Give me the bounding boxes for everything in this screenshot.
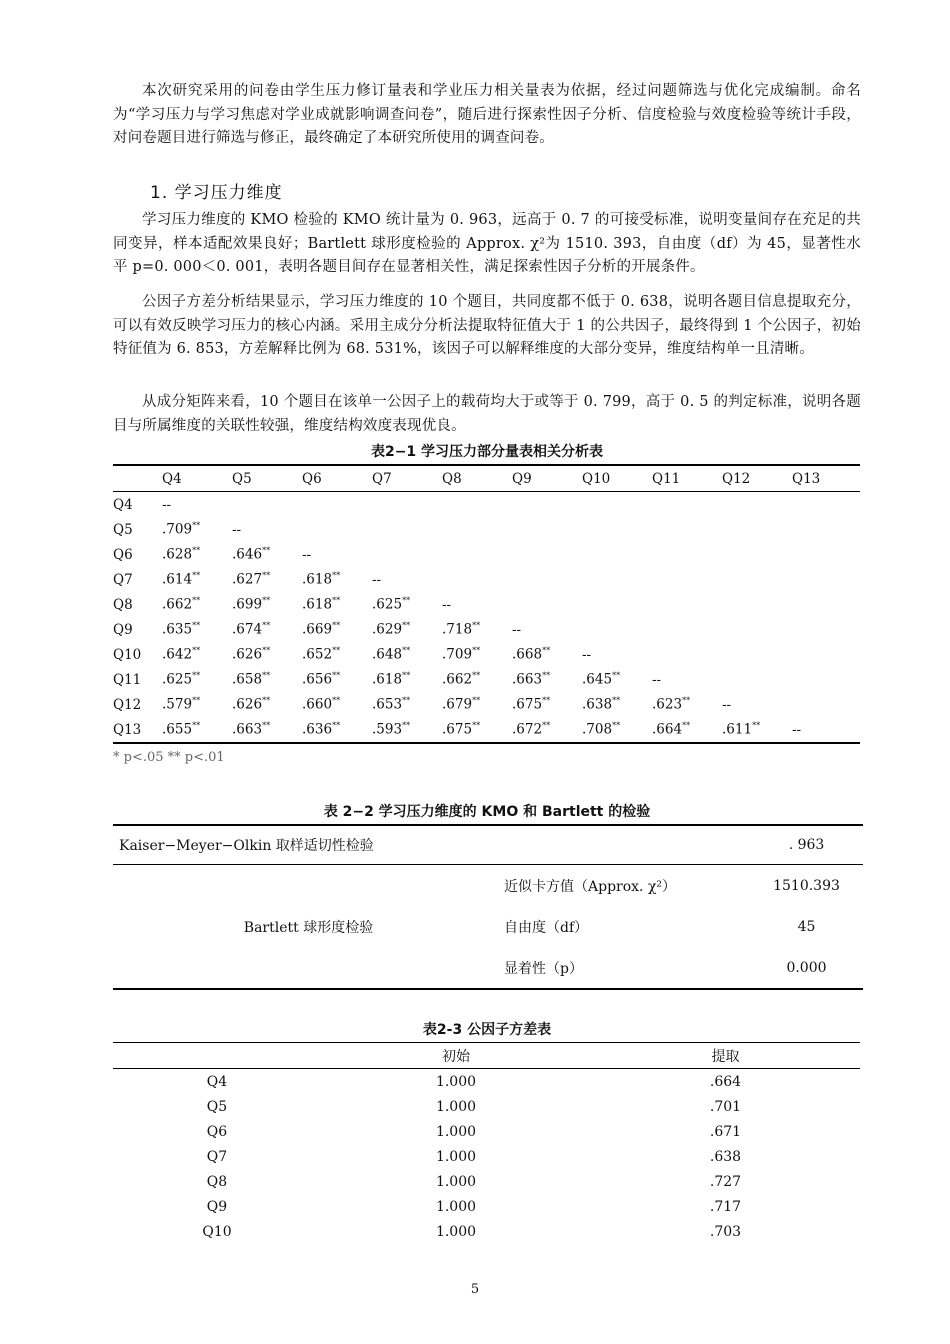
table-row — [113, 1194, 860, 1219]
table-cell — [652, 492, 722, 518]
cell-value: .646 — [232, 546, 263, 563]
significance-mark: ** — [192, 646, 201, 656]
significance-mark: ** — [332, 721, 341, 731]
table-cell — [512, 717, 582, 743]
cell-value: .669 — [302, 621, 333, 638]
table-cell — [372, 592, 442, 617]
table-cell: 1.000 — [435, 1223, 477, 1240]
paragraph-intro: 本次研究采用的问卷由学生压力修订量表和学业压力相关量表为依据，经过问题筛选与优化完成编制。命名为“学习压力与学习焦虑对学业成就影响调查问卷”，随后进行探索性因子分析、信度检验与效度检验等统计手段，对问卷题目进行筛选与修正，最终确定了本研究所使用的调查问卷。 — [113, 83, 861, 146]
significance-mark: ** — [472, 721, 481, 731]
table-cell — [722, 492, 792, 518]
table-cell — [722, 592, 792, 617]
significance-mark: ** — [192, 596, 201, 606]
table-cell — [582, 592, 652, 617]
cell-value: .611 — [722, 721, 753, 738]
table-cell — [442, 567, 512, 592]
table-row — [113, 825, 863, 865]
table-cell — [442, 492, 512, 518]
cell-value: .660 — [302, 696, 333, 713]
table1-caption: 表2−1 学习压力部分量表相关分析表 — [370, 444, 604, 460]
table-row — [113, 1169, 860, 1194]
table-cell — [512, 567, 582, 592]
table-row — [113, 517, 860, 542]
significance-mark: ** — [332, 696, 341, 706]
cell-value: .672 — [512, 721, 543, 738]
significance-mark: ** — [402, 596, 411, 606]
significance-mark: ** — [262, 696, 271, 706]
table-cell — [512, 692, 582, 717]
table-cell — [302, 592, 372, 617]
table-cell — [442, 617, 512, 642]
table-cell — [162, 592, 232, 617]
significance-mark: ** — [192, 721, 201, 731]
significance-mark: ** — [612, 721, 621, 731]
table-cell — [442, 642, 512, 667]
table-cell — [722, 567, 792, 592]
table-cell — [652, 667, 722, 692]
significance-mark: ** — [752, 721, 761, 731]
table-cell — [302, 692, 372, 717]
table-cell — [792, 717, 860, 743]
significance-mark: ** — [332, 646, 341, 656]
row-label: Q11 — [113, 671, 142, 688]
table-cell — [302, 617, 372, 642]
table-cell — [232, 692, 302, 717]
table-cell — [652, 567, 722, 592]
significance-mark: ** — [682, 721, 691, 731]
cell-value: .664 — [652, 721, 683, 738]
bartlett-sub-value: 1510.393 — [773, 877, 840, 894]
table-cell — [162, 492, 232, 518]
kmo-bartlett-table — [113, 824, 863, 990]
significance-mark: ** — [332, 571, 341, 581]
row-label: Q13 — [113, 721, 142, 738]
bartlett-sub-label: 近似卡方值（Approx. χ²） — [504, 878, 677, 895]
table-cell — [232, 517, 302, 542]
table-cell — [442, 542, 512, 567]
table-cell — [652, 717, 722, 743]
cell-value: .645 — [582, 671, 613, 688]
table-row — [113, 1219, 860, 1244]
table-cell — [442, 692, 512, 717]
table-cell — [512, 517, 582, 542]
table-row — [113, 865, 863, 907]
cell-value: .675 — [442, 721, 473, 738]
table-cell — [722, 717, 792, 743]
significance-mark: ** — [192, 621, 201, 631]
row-label: Q12 — [113, 696, 142, 713]
table-cell — [162, 567, 232, 592]
table-cell — [652, 592, 722, 617]
table-cell — [442, 667, 512, 692]
row-label: Q4 — [113, 496, 133, 513]
page-number: 5 — [470, 1282, 480, 1297]
table-header-row — [113, 465, 860, 492]
cell-value: -- — [652, 671, 662, 688]
bartlett-sub-value: 0.000 — [786, 959, 827, 976]
cell-value: .663 — [232, 721, 263, 738]
table-cell — [792, 517, 860, 542]
table-cell — [372, 667, 442, 692]
significance-mark: ** — [542, 721, 551, 731]
table-cell — [232, 567, 302, 592]
cell-value: .626 — [232, 646, 263, 663]
significance-mark: ** — [402, 621, 411, 631]
column-header: Q7 — [372, 470, 392, 487]
cell-value: .663 — [512, 671, 543, 688]
table-header-row — [113, 1043, 860, 1069]
significance-mark: ** — [472, 671, 481, 681]
column-header: Q6 — [302, 470, 322, 487]
table-cell: 1.000 — [435, 1098, 477, 1115]
table-cell — [722, 542, 792, 567]
table-row — [113, 617, 860, 642]
significance-mark: ** — [542, 671, 551, 681]
significance-mark: ** — [262, 721, 271, 731]
kmo-value: . 963 — [788, 837, 825, 853]
paragraph-component-matrix: 从成分矩阵来看，10 个题目在该单一公因子上的载荷均大于或等于 0. 799，高于 0. 5 的判定标准，说明各题目与所属维度的关联性较强，维度结构效度表现优良。 — [113, 394, 861, 434]
column-header — [113, 1043, 321, 1069]
cell-value: .709 — [442, 646, 473, 663]
significance-mark: ** — [472, 646, 481, 656]
table-cell — [512, 542, 582, 567]
cell-value: .642 — [162, 646, 193, 663]
table-cell — [722, 667, 792, 692]
significance-mark: ** — [262, 621, 271, 631]
row-label: Q8 — [113, 596, 133, 613]
table-cell — [792, 667, 860, 692]
cell-value: .636 — [302, 721, 333, 738]
significance-mark: ** — [192, 521, 201, 531]
table-cell: .703 — [709, 1223, 742, 1240]
kmo-label: Kaiser−Meyer−Olkin 取样适切性检验 — [119, 838, 374, 854]
table-cell — [372, 567, 442, 592]
table-cell — [792, 542, 860, 567]
row-label: Q7 — [206, 1148, 228, 1165]
table-cell — [162, 667, 232, 692]
table-cell — [372, 692, 442, 717]
significance-mark: ** — [542, 696, 551, 706]
column-header: Q12 — [722, 470, 751, 487]
significance-mark: ** — [402, 696, 411, 706]
cell-value: .579 — [162, 696, 193, 713]
communality-table — [113, 1042, 860, 1244]
table-row — [113, 1144, 860, 1169]
cell-value: .655 — [162, 721, 193, 738]
table-cell — [652, 642, 722, 667]
table-cell — [582, 542, 652, 567]
cell-value: .675 — [512, 696, 543, 713]
significance-mark: ** — [682, 696, 691, 706]
table-cell — [512, 617, 582, 642]
significance-mark: ** — [402, 671, 411, 681]
table-cell — [302, 667, 372, 692]
table-row — [113, 492, 860, 518]
cell-value: .709 — [162, 521, 193, 538]
table-cell — [162, 642, 232, 667]
cell-value: .699 — [232, 596, 263, 613]
table-row — [113, 592, 860, 617]
significance-mark: ** — [332, 621, 341, 631]
cell-value: .652 — [302, 646, 333, 663]
table-cell — [792, 642, 860, 667]
table-cell — [582, 667, 652, 692]
cell-value: .627 — [232, 571, 263, 588]
table-cell — [512, 642, 582, 667]
table-cell: 1.000 — [435, 1148, 477, 1165]
row-label: Q6 — [113, 546, 133, 563]
table-cell — [792, 592, 860, 617]
table-row — [113, 717, 860, 743]
table-cell — [302, 542, 372, 567]
table-cell — [652, 692, 722, 717]
table-cell — [512, 667, 582, 692]
cell-value: .658 — [232, 671, 263, 688]
cell-value: .628 — [162, 546, 193, 563]
table-cell — [582, 617, 652, 642]
paragraph-communality: 公因子方差分析结果显示，学习压力维度的 10 个题目，共同度都不低于 0. 638，说明各题目信息提取充分，可以有效反映学习压力的核心内涵。采用主成分分析法提取特征值大于 1 的公共因子，最终得到 1 个公因子，初始特征值为 6. 853，方差解释比例为 68. 531%，该因子可以解释维度的大部分变异，维度结构单一且清晰。 — [113, 294, 861, 357]
cell-value: -- — [722, 696, 732, 713]
table-cell — [792, 492, 860, 518]
row-label: Q4 — [206, 1073, 228, 1090]
table-row — [113, 1119, 860, 1144]
cell-value: .618 — [372, 671, 403, 688]
table-cell — [442, 592, 512, 617]
column-header: Q9 — [512, 470, 532, 487]
column-header: Q5 — [232, 470, 252, 487]
table-cell — [162, 717, 232, 743]
table-cell — [162, 517, 232, 542]
significance-mark: ** — [612, 671, 621, 681]
table-cell — [442, 517, 512, 542]
table-cell — [792, 617, 860, 642]
column-header — [113, 465, 162, 492]
significance-mark: ** — [262, 546, 271, 556]
paragraph-kmo: 学习压力维度的 KMO 检验的 KMO 统计量为 0. 963，远高于 0. 7 的可接受标准，说明变量间存在充足的共同变异，样本适配效果良好；Bartlett 球形度检验的 Approx. χ²为 1510. 393，自由度（df）为 45，显著性水平 p=0. 000＜0. 001，表明各题目间存在显著相关性，满足探索性因子分析的开展条件。 — [113, 212, 861, 275]
table-cell — [232, 617, 302, 642]
cell-value: -- — [162, 496, 172, 513]
significance-mark: ** — [542, 646, 551, 656]
row-label: Q8 — [206, 1173, 228, 1190]
table-cell — [582, 567, 652, 592]
column-header: Q13 — [792, 470, 821, 487]
cell-value: -- — [512, 621, 522, 638]
cell-value: .708 — [582, 721, 613, 738]
table-cell — [162, 692, 232, 717]
table-cell: .638 — [709, 1148, 742, 1165]
table-cell: .664 — [709, 1073, 742, 1090]
cell-value: .662 — [442, 671, 473, 688]
table-cell — [232, 642, 302, 667]
table-row — [113, 1094, 860, 1119]
table-cell — [302, 717, 372, 743]
table2-caption: 表 2−2 学习压力维度的 KMO 和 Bartlett 的检验 — [323, 804, 651, 820]
table-cell — [302, 567, 372, 592]
table-cell: 1.000 — [435, 1173, 477, 1190]
significance-mark: ** — [262, 646, 271, 656]
table-cell — [792, 692, 860, 717]
cell-value: .638 — [582, 696, 613, 713]
cell-value: .618 — [302, 571, 333, 588]
cell-value: -- — [302, 546, 312, 563]
table-cell: 1.000 — [435, 1198, 477, 1215]
significance-mark: ** — [332, 596, 341, 606]
significance-mark: ** — [332, 671, 341, 681]
bartlett-label: Bartlett 球形度检验 — [243, 919, 374, 936]
cell-value: .629 — [372, 621, 403, 638]
table-row — [113, 542, 860, 567]
column-header: 提取 — [711, 1048, 740, 1065]
cell-value: .626 — [232, 696, 263, 713]
significance-mark: ** — [472, 621, 481, 631]
significance-mark: ** — [262, 671, 271, 681]
cell-value: -- — [232, 521, 242, 538]
cell-value: .648 — [372, 646, 403, 663]
table-cell — [232, 592, 302, 617]
row-label: Q7 — [113, 571, 133, 588]
cell-value: .653 — [372, 696, 403, 713]
row-label: Q9 — [206, 1198, 228, 1215]
table-cell — [512, 492, 582, 518]
table-row — [113, 567, 860, 592]
significance-mark: ** — [402, 646, 411, 656]
table-cell: .727 — [709, 1173, 742, 1190]
bartlett-sub-label: 自由度（df） — [504, 919, 589, 936]
cell-value: .625 — [372, 596, 403, 613]
table-cell — [372, 492, 442, 518]
cell-value: .614 — [162, 571, 193, 588]
row-label: Q5 — [113, 521, 133, 538]
table-cell — [722, 517, 792, 542]
table-cell — [582, 642, 652, 667]
table-cell — [652, 542, 722, 567]
table-cell — [652, 617, 722, 642]
table-cell: .701 — [709, 1098, 742, 1115]
table-cell: 1.000 — [435, 1073, 477, 1090]
column-header: 初始 — [442, 1048, 470, 1065]
table-cell — [302, 642, 372, 667]
significance-mark: ** — [612, 696, 621, 706]
table-cell — [232, 667, 302, 692]
row-label: Q10 — [202, 1223, 232, 1240]
table-cell — [722, 692, 792, 717]
table-row — [113, 642, 860, 667]
table-cell — [582, 517, 652, 542]
cell-value: -- — [442, 596, 452, 613]
table-cell — [582, 717, 652, 743]
table-cell — [302, 517, 372, 542]
cell-value: .593 — [372, 721, 403, 738]
table-cell — [582, 692, 652, 717]
correlation-table — [113, 464, 860, 744]
significance-mark: ** — [402, 721, 411, 731]
cell-value: .668 — [512, 646, 543, 663]
column-header: Q4 — [162, 470, 182, 487]
cell-value: .656 — [302, 671, 333, 688]
cell-value: .623 — [652, 696, 683, 713]
column-header: Q11 — [652, 470, 681, 487]
table-cell — [162, 617, 232, 642]
cell-value: .625 — [162, 671, 193, 688]
cell-value: .718 — [442, 621, 473, 638]
table-cell — [442, 717, 512, 743]
table-cell — [512, 592, 582, 617]
cell-value: -- — [372, 571, 382, 588]
table-cell — [372, 617, 442, 642]
cell-value: -- — [792, 721, 802, 738]
column-header: Q10 — [582, 470, 611, 487]
table-row — [113, 692, 860, 717]
table-cell — [232, 717, 302, 743]
table-row — [113, 667, 860, 692]
cell-value: -- — [582, 646, 592, 663]
cell-value: .674 — [232, 621, 263, 638]
table-cell — [722, 617, 792, 642]
bartlett-sub-value: 45 — [797, 918, 816, 935]
significance-mark: ** — [262, 571, 271, 581]
cell-value: .662 — [162, 596, 193, 613]
cell-value: .618 — [302, 596, 333, 613]
table-cell — [372, 542, 442, 567]
table-cell — [162, 542, 232, 567]
significance-mark: ** — [472, 696, 481, 706]
table-cell: .671 — [709, 1123, 742, 1140]
table-cell — [372, 517, 442, 542]
table3-caption: 表2-3 公因子方差表 — [422, 1022, 552, 1038]
table-cell — [722, 642, 792, 667]
significance-mark: ** — [262, 596, 271, 606]
table-cell — [582, 492, 652, 518]
cell-value: .679 — [442, 696, 473, 713]
cell-value: .635 — [162, 621, 193, 638]
table-cell — [652, 517, 722, 542]
table-cell — [232, 492, 302, 518]
significance-mark: ** — [192, 546, 201, 556]
table-row — [113, 1069, 860, 1095]
table-cell — [232, 542, 302, 567]
bartlett-sub-label: 显着性（p） — [504, 960, 583, 977]
table-cell — [372, 642, 442, 667]
row-label: Q5 — [206, 1098, 228, 1115]
table-cell — [372, 717, 442, 743]
table-cell — [792, 567, 860, 592]
column-header: Q8 — [442, 470, 462, 487]
significance-mark: ** — [192, 571, 201, 581]
significance-note: * p<.05 ** p<.01 — [113, 750, 225, 765]
table-cell: 1.000 — [435, 1123, 477, 1140]
significance-mark: ** — [192, 696, 201, 706]
table-cell — [302, 492, 372, 518]
section-heading: 1. 学习压力维度 — [150, 183, 283, 203]
row-label: Q10 — [113, 646, 142, 663]
row-label: Q6 — [206, 1123, 228, 1140]
row-label: Q9 — [113, 621, 133, 638]
table-cell: .717 — [709, 1198, 742, 1215]
significance-mark: ** — [192, 671, 201, 681]
